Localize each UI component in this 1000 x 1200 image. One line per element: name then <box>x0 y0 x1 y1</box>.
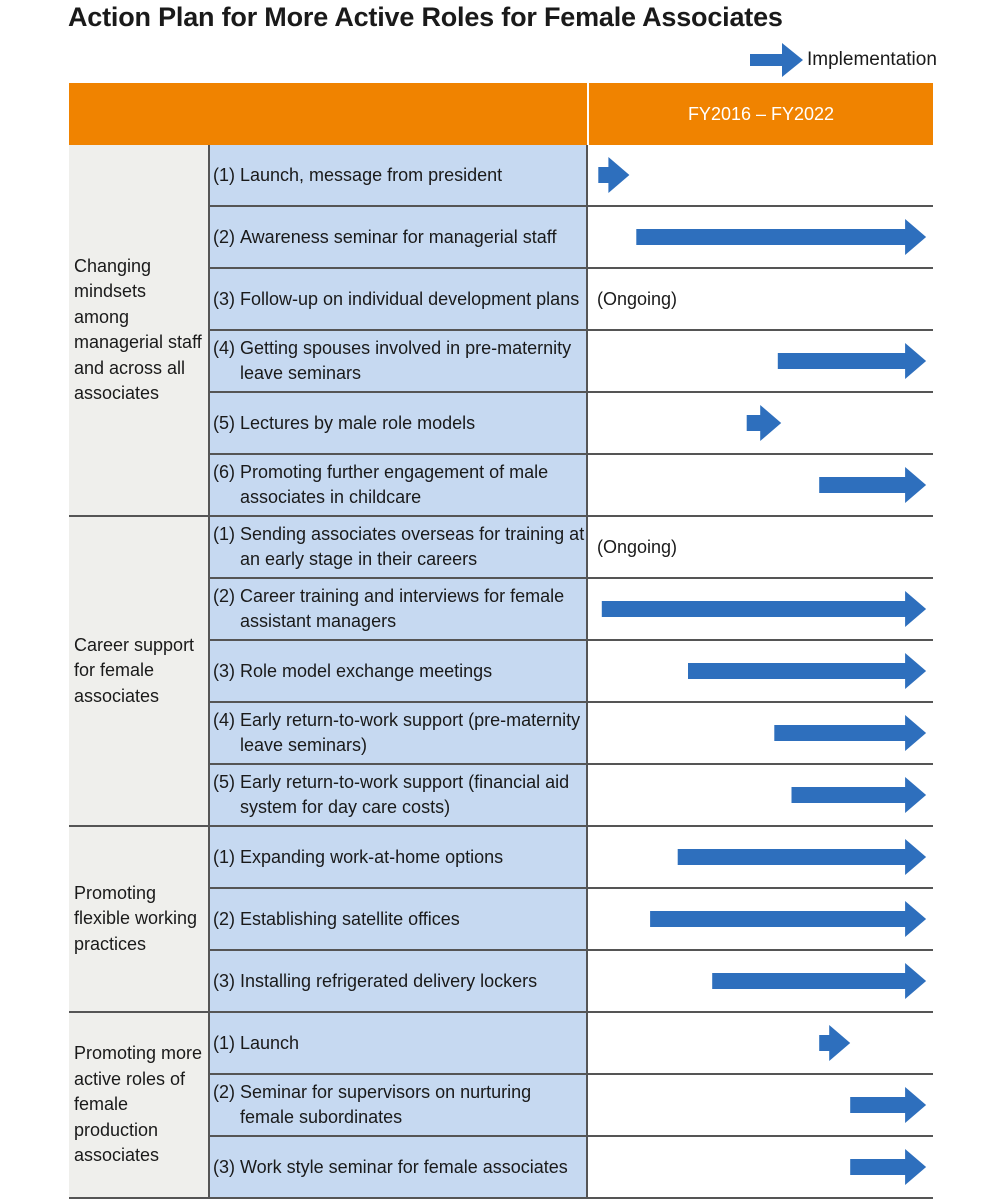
item-number: (3) <box>213 288 235 309</box>
action-item-cell <box>208 641 588 701</box>
table-row <box>208 1075 933 1137</box>
implementation-arrow <box>792 777 927 813</box>
action-item-cell <box>208 1013 588 1073</box>
implementation-arrow <box>819 1025 850 1061</box>
timeline-cell <box>588 1013 933 1073</box>
item-number: (6) <box>213 462 235 482</box>
table-row <box>208 455 933 517</box>
action-item-cell <box>208 269 588 329</box>
category-label: Promoting flexible working practices <box>74 882 198 954</box>
implementation-arrow <box>778 343 926 379</box>
action-item-cell <box>208 1137 588 1197</box>
item-number: (4) <box>213 710 235 730</box>
timeline-cell <box>588 393 933 453</box>
table-row <box>208 1013 933 1075</box>
table-row <box>208 207 933 269</box>
item-text: Getting spouses involved in pre-maternity leave seminars <box>240 338 572 383</box>
category-label: Career support for female associates <box>74 634 195 706</box>
table-row <box>208 145 933 207</box>
action-item-cell <box>208 331 588 391</box>
item-number: (1) <box>213 1032 235 1053</box>
action-item-cell <box>208 393 588 453</box>
implementation-arrow <box>712 963 926 999</box>
item-number: (3) <box>213 970 235 991</box>
table-row <box>208 765 933 827</box>
implementation-arrow <box>688 653 926 689</box>
category-cell <box>69 145 208 517</box>
category-label: Promoting more active roles of female production associates <box>74 1043 203 1166</box>
timeline-cell <box>588 207 933 267</box>
item-number: (2) <box>213 586 235 606</box>
table-row <box>208 393 933 455</box>
page-title: Action Plan for More Active Roles for Female Associates <box>68 2 783 32</box>
item-text: Sending associates overseas for training at an early stage in their careers <box>240 524 585 569</box>
header-period: FY2016 – FY2022 <box>687 104 835 124</box>
implementation-arrow <box>850 1087 926 1123</box>
action-item-cell <box>208 1075 588 1135</box>
item-text: Awareness seminar for managerial staff <box>240 226 557 247</box>
ongoing-status: (Ongoing) <box>597 537 678 557</box>
item-text: Seminar for supervisors on nurturing female subordinates <box>240 1082 532 1127</box>
item-number: (4) <box>213 338 235 358</box>
implementation-arrow <box>602 591 926 627</box>
item-text: Career training and interviews for female assistant managers <box>240 586 565 631</box>
timeline-cell <box>588 269 933 329</box>
item-number: (2) <box>213 226 235 247</box>
ongoing-status: (Ongoing) <box>597 289 678 309</box>
timeline-cell <box>588 951 933 1011</box>
table-row <box>208 951 933 1013</box>
legend-arrow-icon <box>750 42 804 78</box>
legend-label: Implementation <box>807 49 937 70</box>
table-row <box>208 889 933 951</box>
implementation-arrow <box>774 715 926 751</box>
table-row <box>208 641 933 703</box>
category-cell <box>69 1013 208 1199</box>
table-row <box>208 331 933 393</box>
action-item-cell <box>208 455 588 515</box>
table-row <box>208 517 933 579</box>
item-text: Work style seminar for female associates <box>240 1156 568 1177</box>
item-number: (3) <box>213 1156 235 1177</box>
timeline-cell <box>588 145 933 205</box>
action-item-cell <box>208 765 588 825</box>
implementation-arrow <box>650 901 926 937</box>
action-item-cell <box>208 517 588 577</box>
action-item-cell <box>208 145 588 205</box>
timeline-cell <box>588 579 933 639</box>
implementation-arrow <box>636 219 926 255</box>
timeline-cell <box>588 765 933 825</box>
action-item-cell <box>208 889 588 949</box>
timeline-cell <box>588 1075 933 1135</box>
table-row <box>208 703 933 765</box>
item-text: Early return-to-work support (pre-maternity leave seminars) <box>240 710 581 755</box>
action-item-cell <box>208 207 588 267</box>
item-text: Establishing satellite offices <box>240 908 460 929</box>
implementation-arrow <box>598 157 629 193</box>
table-row <box>208 827 933 889</box>
item-text: Expanding work-at-home options <box>240 846 504 867</box>
item-text: Early return-to-work support (financial aid system for day care costs) <box>240 772 570 817</box>
action-item-cell <box>208 703 588 763</box>
category-cell <box>69 517 208 827</box>
timeline-cell <box>588 827 933 887</box>
item-text: Installing refrigerated delivery lockers <box>240 970 538 991</box>
category-label: Changing mindsets among managerial staff and across all associates <box>74 255 202 403</box>
item-number: (2) <box>213 1082 235 1102</box>
item-text: Follow-up on individual development plans <box>240 288 580 309</box>
table-header <box>69 83 933 145</box>
implementation-arrow <box>747 405 782 441</box>
item-number: (1) <box>213 524 235 544</box>
item-text: Launch <box>240 1032 300 1053</box>
table-row <box>208 269 933 331</box>
item-number: (5) <box>213 772 235 792</box>
item-number: (2) <box>213 908 235 929</box>
action-item-cell <box>208 951 588 1011</box>
timeline-cell <box>588 889 933 949</box>
table-row <box>208 1137 933 1199</box>
timeline-cell <box>588 1137 933 1197</box>
item-number: (3) <box>213 660 235 681</box>
timeline-cell <box>588 455 933 515</box>
action-item-cell <box>208 579 588 639</box>
item-text: Promoting further engagement of male associates in childcare <box>240 462 549 507</box>
item-text: Role model exchange meetings <box>240 660 493 681</box>
implementation-arrow <box>819 467 926 503</box>
timeline-cell <box>588 703 933 763</box>
item-text: Lectures by male role models <box>240 412 476 433</box>
item-number: (1) <box>213 164 235 185</box>
timeline-cell <box>588 331 933 391</box>
table-row <box>208 579 933 641</box>
timeline-cell <box>588 641 933 701</box>
action-item-cell <box>208 827 588 887</box>
item-text: Launch, message from president <box>240 164 503 185</box>
implementation-arrow <box>850 1149 926 1185</box>
item-number: (5) <box>213 412 235 433</box>
timeline-cell <box>588 517 933 577</box>
implementation-arrow <box>678 839 926 875</box>
item-number: (1) <box>213 846 235 867</box>
category-cell <box>69 827 208 1013</box>
